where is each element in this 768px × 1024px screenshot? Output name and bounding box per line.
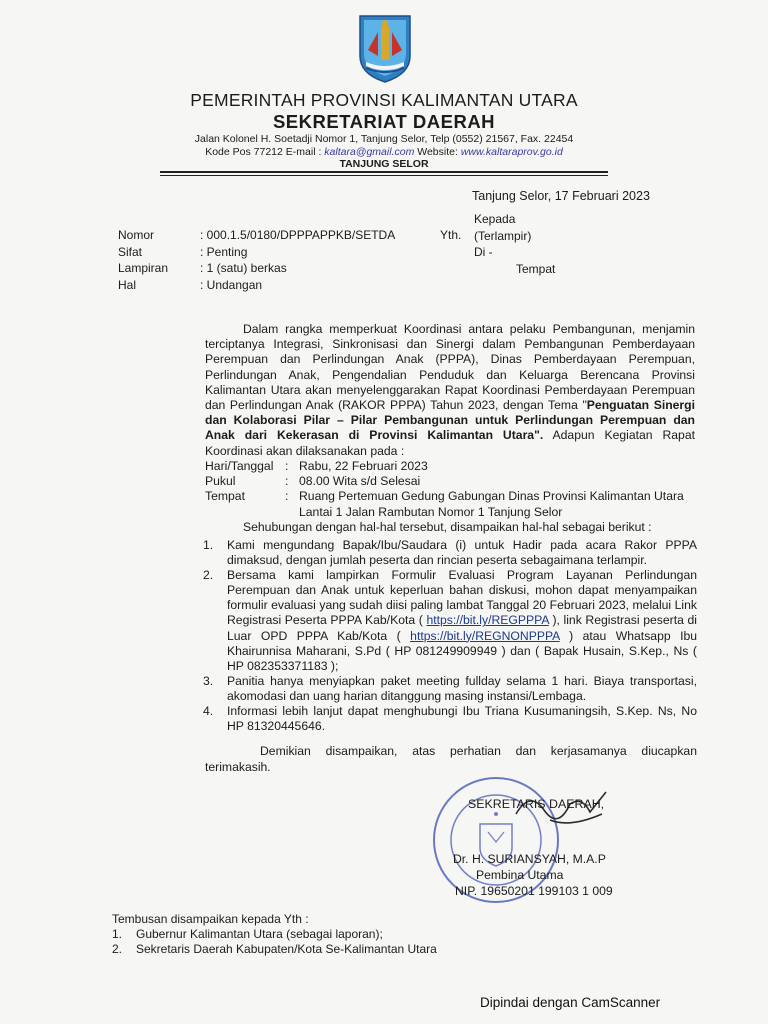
info-value: Ruang Pertemuan Gedung Gabungan Dinas Provinsi Kalimantan Utara Lantai 1 Jalan Rambutan Nomor 1 Tanjung Selor <box>299 489 684 519</box>
recipient-line: Kepada <box>474 212 516 226</box>
closing-paragraph: Demikian disampaikan, atas perhatian dan kerjasamanya diucapkan terimakasih. <box>205 744 697 774</box>
item-number: 2. <box>203 568 214 583</box>
email[interactable]: kaltara@gmail.com <box>324 146 415 158</box>
signatory-name: Dr. H. SURIANSYAH, M.A.P <box>453 852 606 866</box>
signatory-title: SEKRETARIS DAERAH, <box>468 797 605 811</box>
item-text: Informasi lebih lanjut dapat menghubungi Ibu Triana Kusumaningsih, S.Kep. Ns, No HP 81320445646. <box>227 704 697 734</box>
item-text: Gubernur Kalimantan Utara (sebagai laporan); <box>136 927 383 941</box>
info-key: Tempat <box>205 489 245 504</box>
letterhead-address: Jalan Kolonel H. Soetadji Nomor 1, Tanjung Selor, Telp (0552) 21567, Fax. 22454 <box>194 133 574 145</box>
list-item <box>203 674 697 704</box>
meta-value: : 000.1.5/0180/DPPPAPPKB/SETDA <box>200 228 396 242</box>
kode-pos: Kode Pos 77212 E-mail : <box>205 146 322 158</box>
sehubungan-text: Sehubungan dengan hal-hal tersebut, disampaikan hal-hal sebagai berikut : <box>243 520 652 534</box>
meta-label: Sifat <box>118 244 143 259</box>
letterhead-office: SEKRETARIAT DAERAH <box>272 111 496 132</box>
theme-text: Penguatan Sinergi dan Kolaborasi Pilar – Pilar Pembangunan untuk Perlindungan Perempuan dan Anak dari Kekerasan di Provinsi Kalimantan Utara". <box>205 398 696 443</box>
letterhead-government: PEMERINTAH PROVINSI KALIMANTAN UTARA <box>190 90 578 110</box>
list-item <box>203 704 697 734</box>
meta-labels <box>118 227 203 293</box>
meta-values <box>200 227 440 293</box>
regpppa-link[interactable]: https://bit.ly/REGPPPA <box>426 613 549 628</box>
province-emblem <box>354 12 416 84</box>
item-number: 1. <box>203 538 214 552</box>
paragraph-text: Dalam rangka memperkuat Koordinasi antara pelaku Pembangunan, menjamin terciptanya Integrasi, Sinkronisasi dan Sinergi dalam Pembangunan Pemberdayaan Perempuan dan Perlindungan Anak (PPPA), Dinas Pemberdayaan Perempuan, Perlindungan Anak, Pengendalian Penduduk dan Keluarga Berencana Provinsi Kalimantan Utara akan menyelenggarakan Rapat Koordinasi Pemberdayaan Perempuan dan Perlindungan Anak (RAKOR PPPA) Tahun 2023, dengan Tema " <box>205 322 695 413</box>
list-item <box>203 568 697 674</box>
paragraph-text: Adapun Kegiatan Rapat Koordinasi akan dilaksanakan pada : <box>205 428 695 458</box>
info-colon: : <box>285 489 289 504</box>
info-row <box>205 489 705 519</box>
info-colon: : <box>285 459 289 473</box>
signatory-nip: NIP. 19650201 199103 1 009 <box>455 884 613 898</box>
meta-value: : Undangan <box>200 277 263 292</box>
item-text-part: Bersama kami lampirkan Formulir Evaluasi Program Layanan Perlindungan Perempuan dan Anak untuk keperluan bahan diskusi, mohon dapat menyampaikan formulir evaluasi yang sudah diisi paling lambat Tanggal 20 Februari 2023, melalui Link Registrasi Peserta PPPA Kab/Kota ( <box>227 568 697 628</box>
item-number: 2. <box>112 942 123 956</box>
item-number: 1. <box>112 927 123 941</box>
list-item <box>203 538 697 568</box>
website-label: Website: <box>417 146 458 158</box>
yth: Yth. <box>440 228 462 242</box>
recipient-line: (Terlampir) <box>474 228 532 243</box>
tembusan-item <box>112 927 437 942</box>
website[interactable]: www.kaltaraprov.go.id <box>460 146 563 158</box>
camscanner-watermark: Dipindai dengan CamScanner <box>480 995 661 1010</box>
info-value: Rabu, 22 Februari 2023 <box>299 459 428 473</box>
letterhead-city: TANJUNG SELOR <box>339 158 429 170</box>
meta-label: Hal <box>118 277 137 292</box>
recipient-line: Di - <box>474 245 493 260</box>
regnonpppa-link[interactable]: https://bit.ly/REGNONPPPA <box>410 628 560 643</box>
tembusan-title: Tembusan disampaikan kepada Yth : <box>112 912 309 926</box>
info-row <box>205 474 705 489</box>
points-list <box>203 538 697 734</box>
signatory-rank: Pembina Utama <box>476 868 564 882</box>
item-text: Sekretaris Daerah Kabupaten/Kota Se-Kalimantan Utara <box>136 942 437 956</box>
meta-value: : 1 (satu) berkas <box>200 261 287 276</box>
info-key: Hari/Tanggal <box>205 459 274 473</box>
info-value: 08.00 Wita s/d Selesai <box>299 474 421 489</box>
item-text-part: ) atau Whatsapp Ibu Khairunnisa Maharani, S.Pd ( HP 081249909949 ) dan ( Bapak Husain, S.Kep., Ns ( HP 082353371183 ); <box>227 628 698 673</box>
letterhead-contact <box>0 146 768 158</box>
header-rule <box>160 171 608 173</box>
opening-paragraph <box>205 322 695 459</box>
info-colon: : <box>285 474 289 489</box>
tembusan-item <box>112 942 437 957</box>
item-number: 4. <box>203 704 214 719</box>
meta-label: Nomor <box>118 228 155 242</box>
info-key: Pukul <box>205 474 236 489</box>
item-text <box>227 568 697 674</box>
meta-value: : Penting <box>200 244 248 259</box>
item-text-part: ), link Registrasi peserta di Luar OPD PPPA Kab/Kota ( <box>227 613 697 643</box>
item-text: Panitia hanya menyiapkan paket meeting fullday selama 1 hari. Biaya transportasi, akomodasi dan uang harian ditanggung masing instansi/Lembaga. <box>227 673 697 703</box>
item-text: Kami mengundang Bapak/Ibu/Saudara (i) untuk Hadir pada acara Rakor PPPA dimaksud, dengan jumlah peserta dan rincian peserta sebagaimana terlampir. <box>227 538 697 568</box>
recipient-line: Tempat <box>516 261 556 276</box>
header-rule-thin <box>160 175 608 176</box>
info-row <box>205 459 705 474</box>
item-number: 3. <box>203 673 214 688</box>
recipient-block <box>474 211 555 277</box>
event-info <box>205 459 705 520</box>
letter-date: Tanjung Selor, 17 Februari 2023 <box>472 189 650 203</box>
meta-label: Lampiran <box>118 261 169 276</box>
tembusan-block <box>112 912 437 957</box>
